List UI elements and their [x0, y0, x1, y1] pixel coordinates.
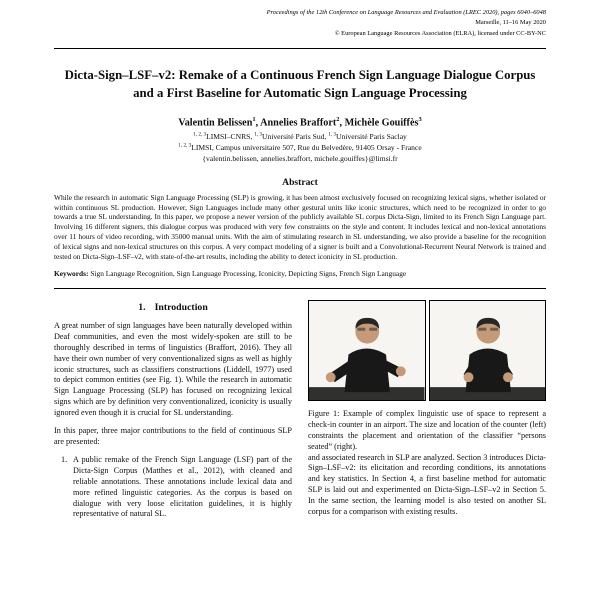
keywords-line: [54, 269, 546, 279]
affil-text: Université Paris Sud,: [261, 131, 329, 141]
figure-1: [308, 300, 546, 453]
signer-silhouette-right-icon: [430, 301, 546, 400]
affil-sup: 1, 2, 3: [193, 131, 207, 138]
left-column: [54, 298, 292, 525]
intro-paragraph-2: In this paper, three major contributions to the field of continuous SLP are presented:: [54, 426, 292, 447]
signer-photo-right: [429, 300, 547, 401]
section-title: Introduction: [154, 301, 208, 313]
affiliation-line-2: [54, 142, 546, 153]
figure-1-caption: Figure 1: Example of complex linguistic use of space to represent a check-in counter in an airport. The size and location of the counter (left) constraints the placement and orientation of the classifier “persons seated” (right).: [308, 408, 546, 451]
abstract-divider: [54, 288, 546, 289]
two-column-body: [54, 298, 546, 525]
author-name-3: Michèle Gouiffès: [344, 116, 419, 128]
right-column: [308, 298, 546, 525]
proceedings-line: Proceedings of the 12th Conference on Language Resources and Evaluation (LREC 2020), pages 6040–6048: [266, 9, 546, 16]
affil-sup: 1, 2, 3: [178, 142, 192, 149]
section-number: 1.: [138, 301, 146, 313]
author-separator-1: ,: [255, 116, 261, 128]
authors-line: [54, 116, 546, 128]
author-name-1: Valentin Belissen: [178, 116, 253, 128]
publication-header: [54, 8, 546, 39]
signer-silhouette-left-icon: [309, 301, 425, 400]
affil-text: LIMSI–CNRS,: [206, 131, 255, 141]
section-heading-introduction: [54, 301, 292, 314]
header-divider: [54, 48, 546, 49]
affil-text: LIMSI, Campus universitaire 507, Rue du Belvedère, 91405 Orsay - France: [191, 142, 422, 152]
abstract-heading: Abstract: [282, 176, 318, 188]
keywords-text: Sign Language Recognition, Sign Language Processing, Iconicity, Depicting Signs, French Sign Language: [88, 269, 407, 279]
contribution-list-item-1: [54, 455, 292, 520]
author-sup-1: 1: [252, 115, 256, 123]
author-sup-3: 3: [418, 115, 422, 123]
author-sup-2: 2: [336, 115, 340, 123]
affiliation-line-1: [54, 131, 546, 142]
intro-paragraph-1: A great number of sign languages have been naturally developed within Deaf communities, and even the most widely-spoken are still to be thoroughly described in terms of linguistics (Braffort, 2016). They all have their own number of very conventionalized signs as well as highly iconic structures, such as classifiers constructions (Liddell, 1977) used to depict common entities (see Fig. 1). While the research in automatic Sign Language Processing (SLP) has focused on recognizing lexical signs which are by definition very conventionalized, iconicity is usually ignored even though it is crucial for SL understanding.: [54, 320, 292, 418]
figure-1-images: [308, 300, 546, 401]
affil-text: Université Paris Saclay: [336, 131, 407, 141]
affiliations: [54, 131, 546, 153]
license-line: © European Language Resources Association (ELRA), licensed under CC-BY-NC: [334, 29, 546, 37]
keywords-label: Keywords:: [54, 269, 89, 279]
affil-sup: 1, 3: [254, 131, 262, 138]
list-item-text: A public remake of the French Sign Language (LSF) part of the Dicta-Sign Corpus (Matthes et al., 2012), with cleaned and reliable annotations. These annotations include lexical data and more refined linguistic categories. As the corpus is based on dialogue with very loose elicitation guidelines, it is highly representative of natural SL.: [73, 454, 292, 519]
signer-photo-left: [308, 300, 426, 401]
venue-date-line: Marseille, 11–16 May 2020: [475, 19, 546, 27]
author-name-2: Annelies Braffort: [260, 116, 337, 128]
list-item-number: 1.: [61, 454, 68, 464]
paper-title: Dicta-Sign–LSF–v2: Remake of a Continuous French Sign Language Dialogue Corpus and a First Baseline for Automatic Sign Language Processing: [64, 67, 536, 100]
abstract-body: While the research in automatic Sign Language Processing (SLP) is growing, it has been almost exclusively focused on recognizing lexical signs, whether isolated or within continuous SL production. However, Sign Languages include many other gestural units like iconic structures, which need to be recognized in order to go towards a true SL understanding. In this paper, we propose a newer version of the publicly available SL corpus Dicta-Sign, limited to its French Sign Language part. Involving 16 different signers, this dialogue corpus was produced with very few constraints on the style and content. It includes lexical and non-lexical annotations over 11 hours of video recording, with 35000 manual units. With the aim of stimulating research in SL understanding, we also provide a baseline for the recognition of lexical signs and non-lexical structures on this corpus. A very compact modeling of a signer is built and a Convolutional-Recurrent Neural Network is trained and tested on Dicta-Sign–LSF–v2, with state-of-the-art results, including the ability to detect iconicity in SL production.: [54, 192, 546, 261]
email-line: {valentin.belissen, annelies.braffort, michele.gouiffes}@limsi.fr: [202, 153, 398, 163]
affil-sup: 1, 3: [328, 131, 336, 138]
related-work-paragraph: and associated research in SLP are analyzed. Section 3 introduces Dicta-Sign–LSF–v2: its elicitation and recording conditions, its annotations and key statistics. In Section 4, a first baseline method for automatic SLP is laid out and experimented on Dicta-Sign–LSF–v2 in Section 5. In the same section, the learning model is also tested on another SL corpus for a comparison with existing results.: [308, 452, 546, 517]
author-separator-2: ,: [339, 116, 345, 128]
